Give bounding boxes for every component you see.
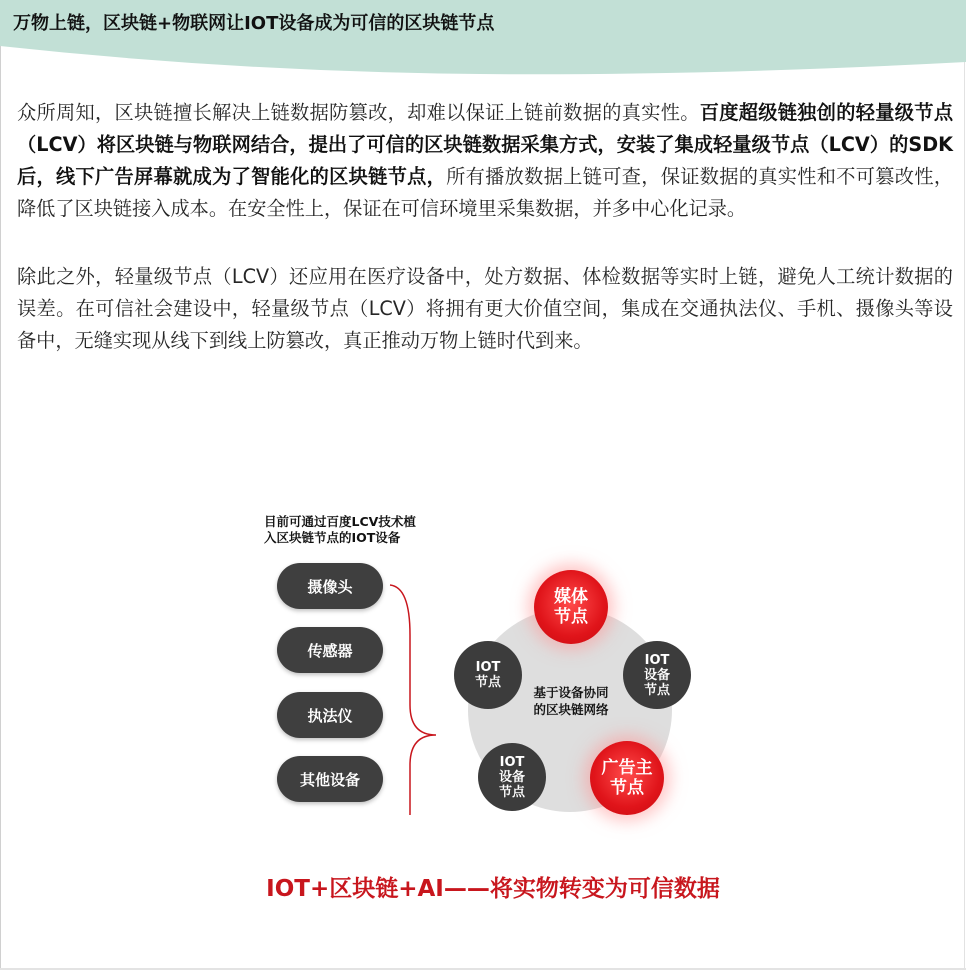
iot-node-left-line-1: IOT xyxy=(475,660,501,675)
lcv-diagram xyxy=(0,505,966,905)
iot-device-node-right xyxy=(623,641,691,709)
paragraph-1-highlight: 百度超级链独创的轻量级节点（LCV）将区块链与物联网结合，提出了可信的区块链数据采集方式，安装了集成轻量级节点（LCV）的SDK后，线下广告屏幕就成为了智能化的区块链节点， xyxy=(17,101,954,188)
media-node xyxy=(534,570,608,644)
device-camera: 摄像头 xyxy=(277,563,383,609)
section-title: 万物上链，区块链+物联网让IOT设备成为可信的区块链节点 xyxy=(13,13,495,34)
section-header xyxy=(0,0,966,80)
iot-device-node-right-line-2: 设备 xyxy=(643,667,670,683)
iot-device-node-right-line-1: IOT xyxy=(644,652,670,668)
advertiser-node-line-2: 节点 xyxy=(610,778,644,798)
iot-device-node-bottom xyxy=(478,743,546,811)
advertiser-node-line-1: 广告主 xyxy=(601,758,653,778)
paragraph-2: 除此之外，轻量级节点（LCV）还应用在医疗设备中，处方数据、体检数据等实时上链，避免人工统计数据的误差。在可信社会建设中，轻量级节点（LCV）将拥有更大价值空间，集成在交通执法仪、手机、摄像头等设备中，无缝实现从线下到线上防篡改，真正推动万物上链时代到来。 xyxy=(17,265,953,352)
slogan: IOT+区块链+AI——将实物转变为可信数据 xyxy=(266,876,720,902)
device-other: 其他设备 xyxy=(277,756,383,802)
device-law-recorder: 执法仪 xyxy=(277,692,383,738)
device-sensor: 传感器 xyxy=(277,627,383,673)
diagram-caption-line-1: 目前可通过百度LCV技术植 xyxy=(264,514,416,529)
iot-device-node-bottom-line-2: 设备 xyxy=(498,769,525,785)
advertiser-node xyxy=(590,741,664,815)
article-body xyxy=(17,97,953,357)
media-node-line-2: 节点 xyxy=(554,607,588,627)
diagram-caption xyxy=(264,514,464,546)
media-node-line-1: 媒体 xyxy=(554,587,588,607)
diagram-caption-line-2: 入区块链节点的IOT设备 xyxy=(264,530,401,545)
device-bracket xyxy=(390,585,436,815)
paragraph-1 xyxy=(17,97,953,225)
network-label-line-2: 的区块链网络 xyxy=(533,702,609,717)
bottom-divider xyxy=(0,968,966,970)
paragraph-1-rest: 所有播放数据上链可查，保证数据的真实性和不可篡改性，降低了区块链接入成本。在安全性上，保证在可信环境里采集数据，并多中心化记录。 xyxy=(17,165,954,220)
network-label-line-1: 基于设备协同 xyxy=(533,685,609,700)
paragraph-1-intro: 众所周知，区块链擅长解决上链数据防篡改，却难以保证上链前数据的真实性。 xyxy=(17,101,700,124)
iot-device-node-bottom-line-1: IOT xyxy=(499,754,525,770)
network-label xyxy=(521,684,621,718)
iot-device-node-right-line-3: 节点 xyxy=(643,682,670,698)
iot-device-node-bottom-line-3: 节点 xyxy=(498,784,525,800)
iot-node-left xyxy=(454,641,522,709)
iot-node-left-line-2: 节点 xyxy=(474,675,501,690)
